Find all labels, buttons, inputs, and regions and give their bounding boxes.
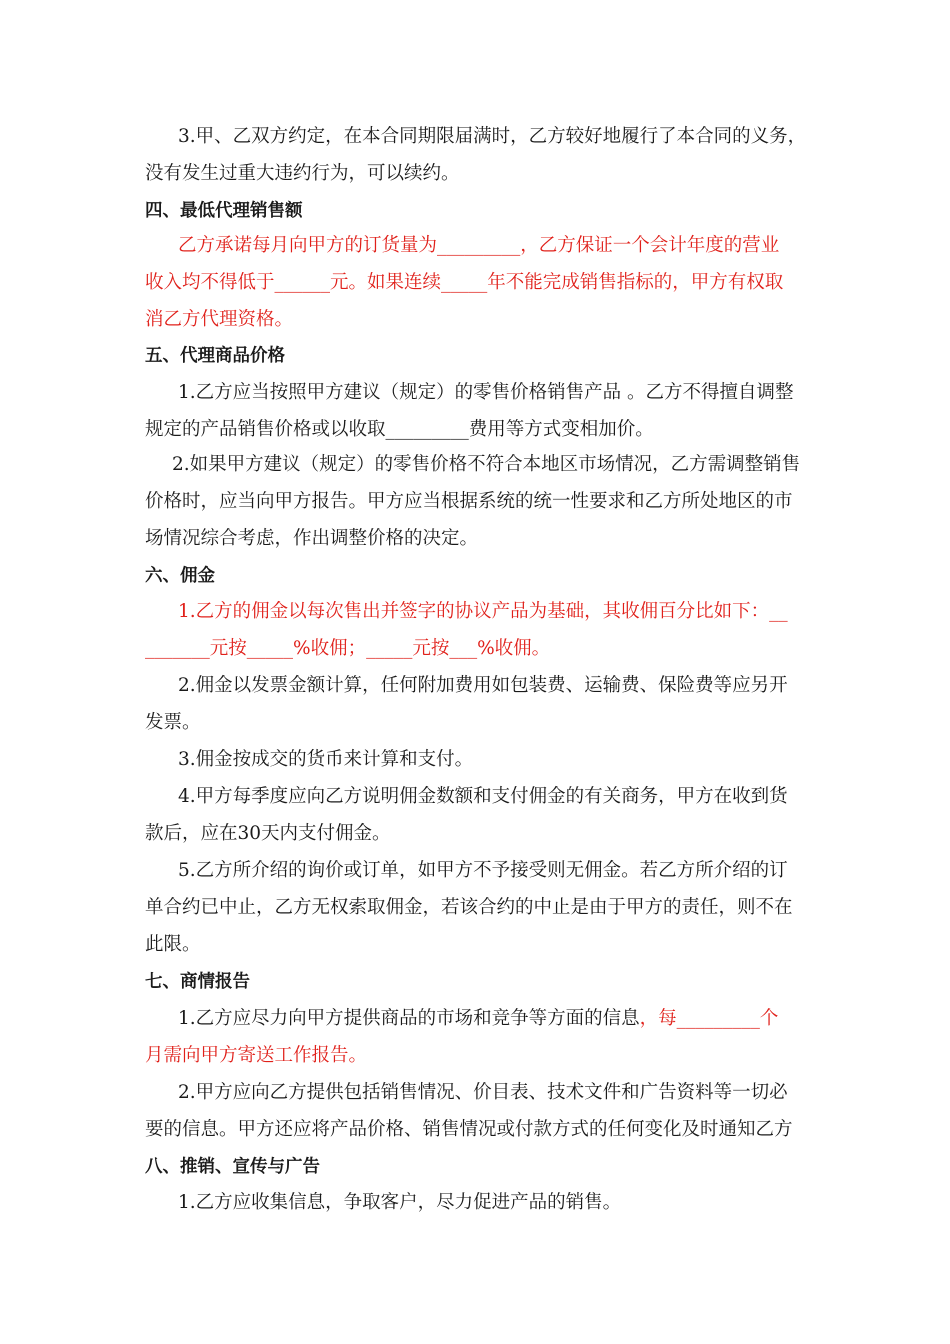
commission-clause-5-line-3: 此限。 [145,934,201,955]
market-report-clause-2-line-1: 2.甲方应向乙方提供包括销售情况、价目表、技术文件和广告资料等一切必 [178,1082,788,1103]
commission-clause-4-line-2: 款后，应在30天内支付佣金。 [145,823,391,844]
promotion-clause-1: 1.乙方应收集信息，争取客户，尽力促进产品的销售。 [178,1192,622,1213]
commission-clause-5-line-1: 5.乙方所介绍的询价或订单，如甲方不予接受则无佣金。若乙方所介绍的订 [178,860,788,881]
clause-3-renewal-line-1: 3.甲、乙双方约定，在本合同期限届满时，乙方较好地履行了本合同的义务， [178,126,807,147]
min-sales-line-1: 乙方承诺每月向甲方的订货量为_________，乙方保证一个会计年度的营业 [178,235,780,256]
market-report-clause-1-line-1 [178,1006,778,1032]
market-report-clause-1-text: 1.乙方应尽力向甲方提供商品的市场和竞争等方面的信息 [178,1008,640,1029]
section-6-heading: 六、佣金 [145,566,215,586]
section-7-heading: 七、商情报告 [145,972,250,992]
commission-clause-5-line-2: 单合约已中止，乙方无权索取佣金，若该合约的中止是由于甲方的责任，则不在 [145,897,793,918]
market-report-clause-1-blank: ，每_________个 [639,1008,779,1029]
commission-clause-4-line-1: 4.甲方每季度应向乙方说明佣金数额和支付佣金的有关商务，甲方在收到货 [178,786,788,807]
price-clause-2-line-3: 场情况综合考虑，作出调整价格的决定。 [145,528,479,549]
min-sales-line-3: 消乙方代理资格。 [145,309,294,330]
commission-clause-1-line-1: 1.乙方的佣金以每次售出并签字的协议产品为基础，其收佣百分比如下：__ [178,601,788,622]
section-4-heading: 四、最低代理销售额 [145,201,303,221]
commission-clause-2-line-1: 2.佣金以发票金额计算，任何附加费用如包装费、运输费、保险费等应另开 [178,675,788,696]
price-clause-2-line-2: 价格时，应当向甲方报告。甲方应当根据系统的统一性要求和乙方所处地区的市 [145,491,793,512]
commission-clause-1-line-2: _______元按_____%收佣；_____元按___%收佣。 [145,638,551,659]
section-5-heading: 五、代理商品价格 [145,346,285,366]
section-8-heading: 八、推销、宣传与广告 [145,1157,320,1177]
price-clause-1-line-1: 1.乙方应当按照甲方建议（规定）的零售价格销售产品 。乙方不得擅自调整 [178,382,794,403]
commission-clause-2-line-2: 发票。 [145,712,201,733]
market-report-clause-2-line-2: 要的信息。甲方还应将产品价格、销售情况或付款方式的任何变化及时通知乙方 [145,1119,793,1140]
price-clause-1-line-2: 规定的产品销售价格或以收取_________费用等方式变相加价。 [145,419,654,440]
clause-3-renewal-line-2: 没有发生过重大违约行为，可以续约。 [145,163,460,184]
commission-clause-3: 3.佣金按成交的货币来计算和支付。 [178,749,474,770]
min-sales-line-2: 收入均不得低于______元。如果连续_____年不能完成销售指标的，甲方有权取 [145,272,784,293]
price-clause-2-line-1: 2.如果甲方建议（规定）的零售价格不符合本地区市场情况，乙方需调整销售 [172,454,801,475]
market-report-clause-1-line-2: 月需向甲方寄送工作报告。 [145,1045,368,1066]
